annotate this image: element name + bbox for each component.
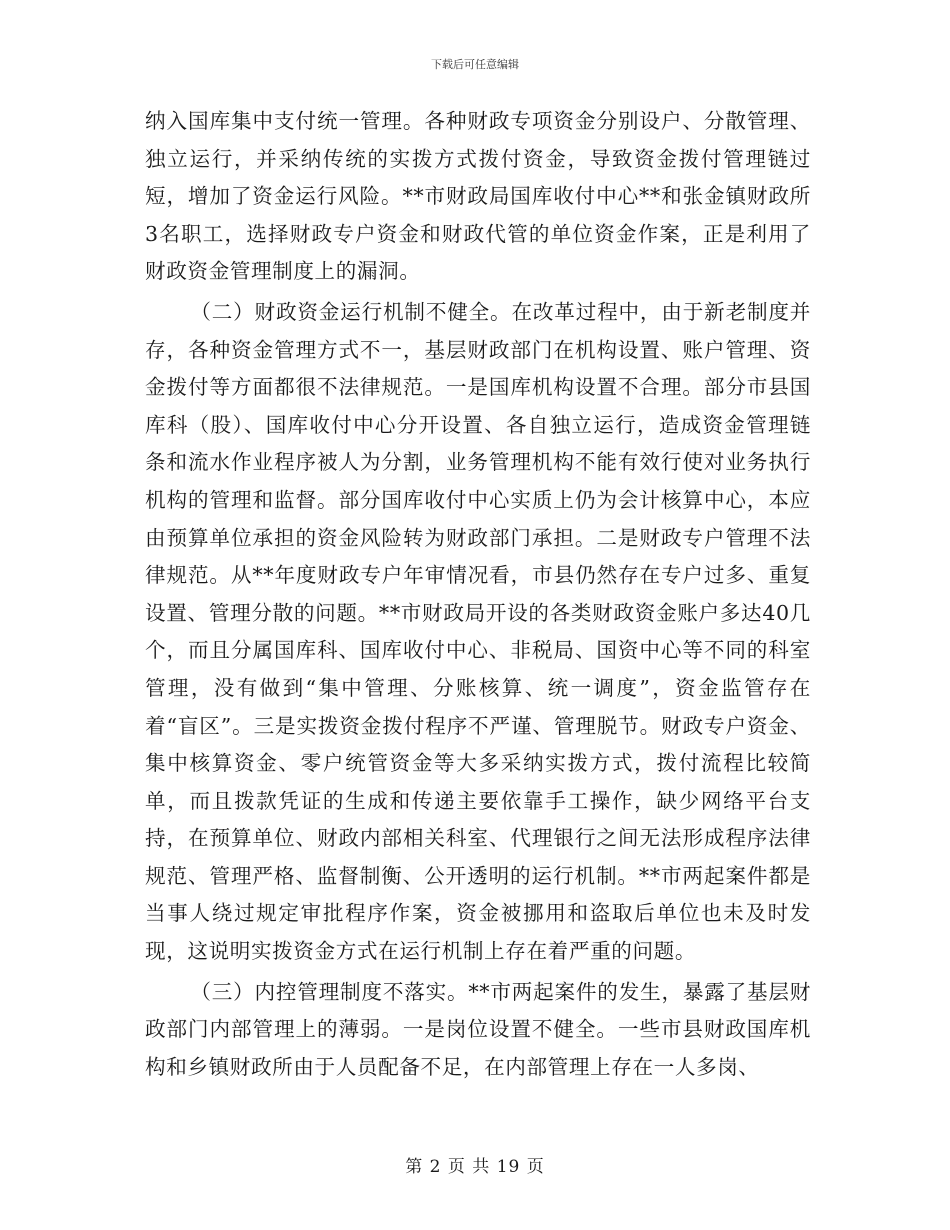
paragraph-2: （二）财政资金运行机制不健全。在改革过程中，由于新老制度并存，各种资金管理方式不一，基层财政部门在机构设置、账户管理、资金拨付等方面都很不法律规范。一是国库机构设置不合理。部分市县国库科（股）、国库收付中心分开设置、各自独立运行，造成资金管理链条和流水作业程序被人为分割，业务管理机构不能有效行使对业务执行机构的管理和监督。部分国库收付中心实质上仍为会计核算中心，本应由预算单位承担的资金风险转为财政部门承担。二是财政专户管理不法律规范。从**年度财政专户年审情况看，市县仍然存在专户过多、重复设置、管理分散的问题。**市财政局开设的各类财政资金账户多达40几个，而且分属国库科、国库收付中心、非税局、国资中心等不同的科室管理，没有做到“集中管理、分账核算、统一调度”，资金监管存在着“盲区”。三是实拨资金拨付程序不严谨、管理脱节。财政专户资金、集中核算资金、零户统管资金等大多采纳实拨方式，拨付流程比较简单，而且拨款凭证的生成和传递主要依靠手工操作，缺少网络平台支持，在预算单位、财政内部相关科室、代理银行之间无法形成程序法律规范、管理严格、监督制衡、公开透明的运行机制。**市两起案件都是当事人绕过规定审批程序作案，资金被挪用和盗取后单位也未及时发现，这说明实拨资金方式在运行机制上存在着严重的问题。 bbox=[145, 299, 811, 964]
page-number-footer: 第 2 页 共 19 页 bbox=[405, 1157, 545, 1177]
paragraph-1: 纳入国库集中支付统一管理。各种财政专项资金分别设户、分散管理、独立运行，并采纳传统的实拨方式拨付资金，导致资金拨付管理链过短，增加了资金运行风险。**市财政局国库收付中心**和张金镇财政所3名职工，选择财政专户资金和财政代管的单位资金作案，正是利用了财政资金管理制度上的漏洞。 bbox=[145, 109, 811, 284]
page-header: 下载后可任意编辑 bbox=[431, 58, 519, 71]
document-body bbox=[145, 103, 811, 1086]
paragraph-3: （三）内控管理制度不落实。**市两起案件的发生，暴露了基层财政部门内部管理上的薄弱。一是岗位设置不健全。一些市县财政国库机构和乡镇财政所由于人员配备不足，在内部管理上存在一人多岗、 bbox=[145, 979, 811, 1079]
